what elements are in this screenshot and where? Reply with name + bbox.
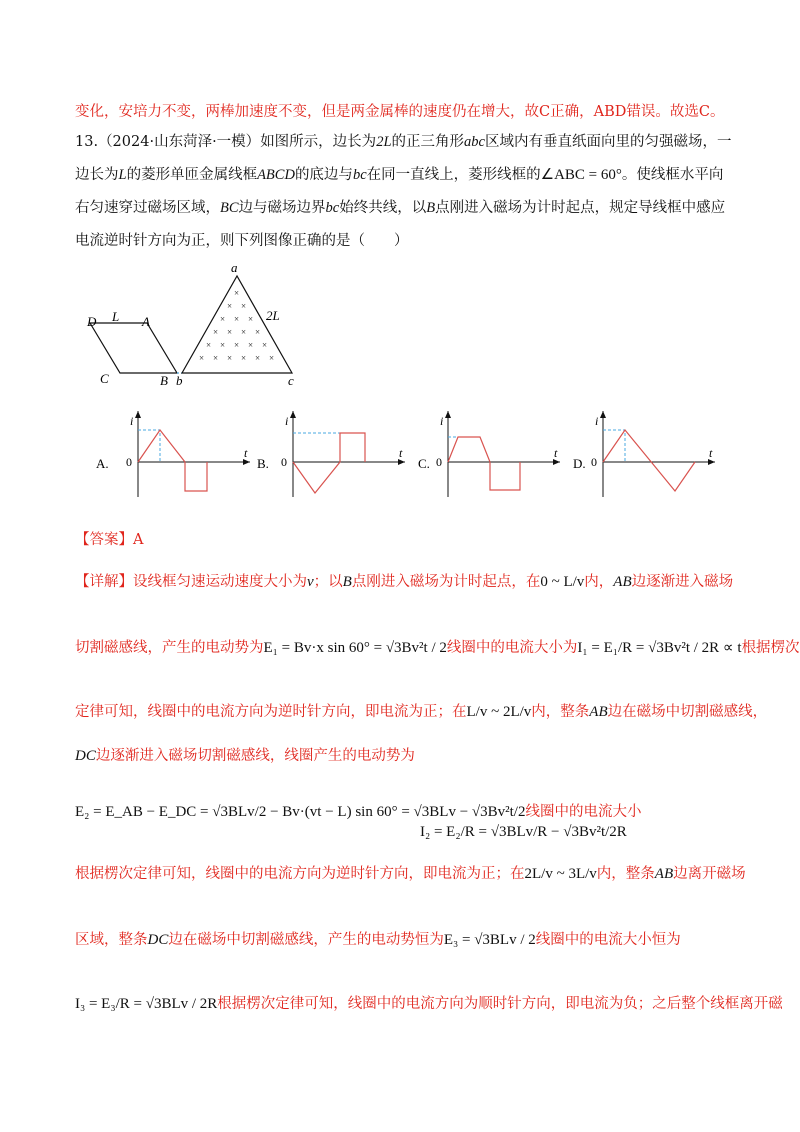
field-cross: × [220,314,226,324]
i-label: i [285,414,289,428]
question-line-3 [75,196,725,217]
current-curve [603,430,695,491]
current-curve-rise [138,430,185,462]
text: 区域，整条 [75,932,148,948]
text: 边逐渐进入磁场切割磁感线，线圈产生的电动势为 [95,748,415,764]
math: B [426,200,436,216]
math: 2L [376,134,392,150]
formula-i2: I₂ = E₂/R = √3BLv/R − √3Bv²t/2R [420,824,627,840]
field-cross: × [227,301,233,311]
detail-line-1 [75,570,733,591]
text: 边长为 [75,167,119,183]
intro-text: 变化，安培力不变，两棒加速度不变，但是两金属棒的速度仍在增大，故C正确，ABD错误。故选C。 [75,104,725,120]
text: 右匀速穿过磁场区域， [75,200,220,216]
math: DC [147,932,169,948]
label-A: A [142,314,150,329]
detail-line-4 [75,744,415,765]
answer-value: A [133,532,144,548]
field-cross: × [220,340,226,350]
text: 边离开磁场 [673,866,746,882]
option-d-graph[interactable] [573,411,715,497]
field-cross: × [199,353,205,363]
option-d-label: D. [573,456,586,471]
text: 的菱形单匝金属线框 [126,167,258,183]
text: 设线框匀速运动速度大小为 [133,574,307,590]
current-curve-pos [448,437,490,462]
i-label: i [130,414,134,428]
label-D: D [87,314,97,329]
text: 边在磁场中切割磁感线， [607,704,768,720]
t-label: t [399,446,403,460]
field-cross: × [269,353,275,363]
text: 线圈中的电流大小为 [446,640,578,656]
option-a-graph[interactable] [96,411,250,497]
math: AB [589,704,608,720]
label-L: L [112,309,120,324]
origin-label: 0 [591,455,597,469]
field-cross: × [234,288,240,298]
question-line-2 [75,163,723,184]
field-cross: × [255,327,261,337]
option-a-label: A. [96,456,109,471]
text: ；以 [313,574,343,590]
rhombus-triangle-figure [70,258,310,393]
text: 的底边与 [294,167,353,183]
text: 边逐渐进入磁场 [631,574,734,590]
math: abc [464,134,485,150]
text: 边与磁场边界 [238,200,326,216]
math: v [307,574,314,590]
field-cross: × [227,353,233,363]
text: 始终共线，以 [339,200,427,216]
origin-label: 0 [281,455,287,469]
question-source: （2024·山东菏泽·一模） [98,134,261,150]
field-cross: × [241,353,247,363]
field-cross: × [213,327,219,337]
text: 的正三角形 [391,134,465,150]
label-c: c [288,373,294,388]
text: 线圈中的电流大小 [525,804,642,820]
text: 根据楞次定律可知，线圈中的电流方向为顺时针方向，即电流为负；之后整个线框离开磁 [217,996,783,1012]
label-a: a [231,260,238,275]
t-label: t [554,446,558,460]
i-arrow [135,411,141,418]
i-arrow [600,411,606,418]
text: 根据楞次定律可知，线圈中的电流方向为逆时针方向，即电流为正；在 [75,866,525,882]
label-2L: 2L [266,308,280,323]
current-curve [293,433,365,493]
detail-line-3 [75,700,767,721]
formula: 2L/v ~ 3L/v [524,866,597,882]
field-cross: × [213,353,219,363]
detail-line-7 [75,928,681,949]
formula-i1: I₁ = E₁/R = √3Bv²t / 2R ∝ t [577,640,742,656]
text: 内，整条 [596,866,655,882]
answer-tag: 【答案】 [75,532,133,548]
detail-line-5b [420,824,627,841]
option-graphs [90,405,730,505]
formula-e3: E₃ = √3BLv / 2 [443,932,536,948]
field-cross: × [241,327,247,337]
i-label: i [595,414,599,428]
text: 在同一直线上，菱形线框的 [366,167,541,183]
current-curve-neg [490,462,520,490]
formula-e1: E₁ = Bv·x sin 60° = √3Bv²t / 2 [263,640,447,656]
text: 根据楞次 [741,640,800,656]
formula-e2: E₂ = E_AB − E_DC = √3BLv/2 − Bv·(vt − L) sin 60° = √3BLv − √3Bv²t/2 [75,804,526,820]
origin-label: 0 [436,455,442,469]
question-line-4: 电流逆时针方向为正，则下列图像正确的是（ ） [75,233,409,249]
field-crosses [199,288,274,363]
answer-line [75,528,143,549]
math: DC [75,748,96,764]
detail-line-6 [75,862,746,883]
formula-i3: I₃ = E₃/R = √3BLv / 2R [75,996,218,1012]
option-c-label: C. [418,456,430,471]
angle-formula: ∠ABC = 60° [540,167,622,183]
rhombus-frame [90,323,177,373]
detail-line-5 [75,800,641,821]
field-cross: × [206,340,212,350]
option-c-graph[interactable] [418,411,560,497]
math: bc [352,167,367,183]
i-arrow [290,411,296,418]
math: B [342,574,352,590]
origin-label: 0 [126,455,132,469]
option-b-label: B. [257,456,269,471]
question-line-1 [75,130,731,151]
detail-line-8 [75,992,783,1013]
text: 内，整条 [531,704,590,720]
field-cross: × [255,353,261,363]
text: 边在磁场中切割磁感线，产生的电动势恒为 [168,932,444,948]
field-cross: × [241,301,247,311]
math: AB [654,866,674,882]
math: bc [325,200,340,216]
current-curve-neg [185,462,207,491]
text: 切割磁感线，产生的电动势为 [75,640,264,656]
option-b-graph[interactable] [257,411,405,497]
i-arrow [445,411,451,418]
text: 定律可知，线圈中的电流方向为逆时针方向，即电流为正；在 [75,704,467,720]
text: 内， [584,574,614,590]
t-label: t [709,446,713,460]
field-cross: × [248,340,254,350]
text: 如图所示，边长为 [260,134,377,150]
label-B: B [160,373,168,388]
formula: 0 ~ L/v [540,574,585,590]
text: 。使线框水平向 [621,167,724,183]
i-label: i [440,414,444,428]
text: 线圈中的电流大小恒为 [535,932,681,948]
label-b: b [176,373,183,388]
math: L [118,167,127,183]
text: 区域内有垂直纸面向里的匀强磁场，一 [484,134,732,150]
field-cross: × [248,314,254,324]
detail-line-2 [75,636,800,657]
math: AB [613,574,632,590]
t-label: t [244,446,248,460]
formula: L/v ~ 2L/v [466,704,532,720]
math: ABCD [257,167,295,183]
label-C: C [100,371,109,386]
field-cross: × [234,340,240,350]
text: 点刚进入磁场为计时起点，在 [351,574,541,590]
text: 点刚进入磁场为计时起点，规定导线框中感应 [435,200,726,216]
math: BC [220,200,239,216]
field-cross: × [262,340,268,350]
detail-tag: 【详解】 [75,574,133,590]
question-number: 13. [75,134,99,150]
field-cross: × [227,327,233,337]
field-cross: × [234,314,240,324]
reference-dash [293,433,365,462]
